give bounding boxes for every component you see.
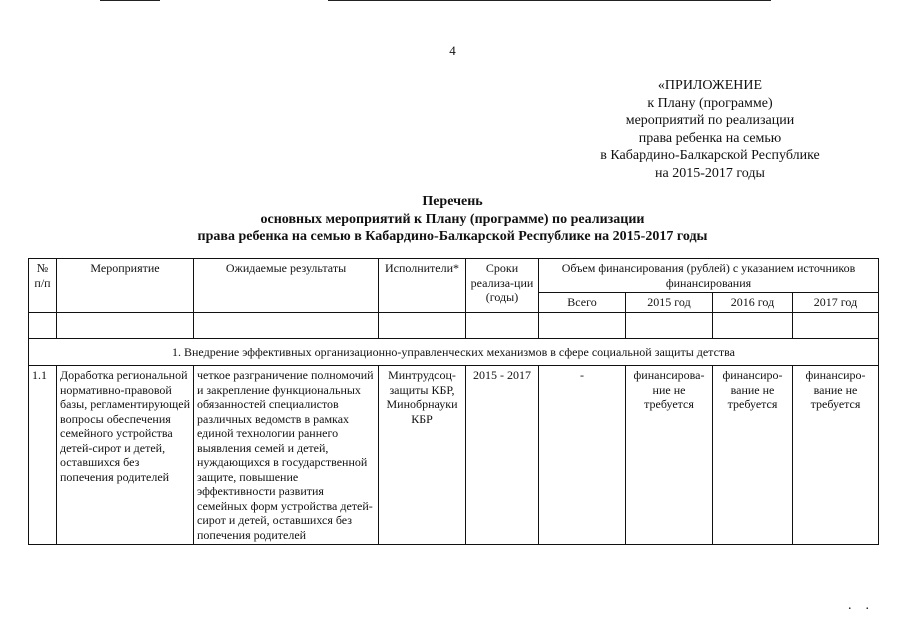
header-2017: 2017 год <box>793 293 879 313</box>
header-results: Ожидаемые результаты <box>194 259 379 313</box>
appendix-line: права ребенка на семью <box>638 130 782 146</box>
appendix-line: в Кабардино-Балкарской Республике <box>600 148 820 163</box>
row-results: четкое разграничение полномочий и закрепление функциональных обязанностей специалистов различных ведомств в рамках единой технологии раннего выявления семей и детей, нуждающихся в государственной защите, повышение эффективности развития семейных форм устройства детей-сирот и детей, оставшихся без попечения родителей <box>194 366 379 545</box>
header-executors: Исполнители* <box>379 259 466 313</box>
table-row <box>29 366 879 545</box>
title-line: основных мероприятий к Плану (программе) по реализации <box>260 211 645 227</box>
appendix-line: к Плану (программе) <box>647 95 773 111</box>
row-2016: финансиро-вание не требуется <box>713 366 793 545</box>
title-line: права ребенка на семью в Кабардино-Балкарской Республике на 2015-2017 годы <box>197 229 708 244</box>
row-executors: Минтрудсоц-защиты КБР, Минобрнауки КБР <box>379 366 466 545</box>
top-rule-left <box>100 0 160 1</box>
header-num: № п/п <box>29 259 57 313</box>
document-title <box>0 193 905 246</box>
appendix-block <box>560 77 860 182</box>
page-number: 4 <box>449 43 456 58</box>
header-total: Всего <box>539 293 626 313</box>
header-financing: Объем финансирования (рублей) с указанием источников финансирования <box>539 259 879 293</box>
row-activity: Доработка региональной нормативно-правовой базы, регламентирующей вопросы обеспечения семейного устройства детей-сирот и детей, оставшихся без попечения родителей <box>57 366 194 545</box>
appendix-line: мероприятий по реализации <box>625 113 795 128</box>
row-num: 1.1 <box>29 366 57 545</box>
header-2015: 2015 год <box>626 293 713 313</box>
section-heading: 1. Внедрение эффективных организационно-управленческих механизмов в сфере социальной защиты детства <box>29 338 879 366</box>
appendix-line: на 2015-2017 годы <box>655 165 765 181</box>
appendix-line: «ПРИЛОЖЕНИЕ <box>657 78 763 93</box>
title-line: Перечень <box>422 194 483 209</box>
header-activity: Мероприятие <box>57 259 194 313</box>
row-2015: финансирова-ние не требуется <box>626 366 713 545</box>
header-terms: Сроки реализа-ции (годы) <box>466 259 539 313</box>
activities-table <box>28 258 879 545</box>
scan-specks: .. <box>848 598 883 613</box>
row-terms: 2015 - 2017 <box>466 366 539 545</box>
header-2016: 2016 год <box>713 293 793 313</box>
top-rule-right <box>328 0 771 1</box>
row-2017: финансиро-вание не требуется <box>793 366 879 545</box>
row-total: - <box>539 366 626 545</box>
blank-row <box>29 312 879 338</box>
